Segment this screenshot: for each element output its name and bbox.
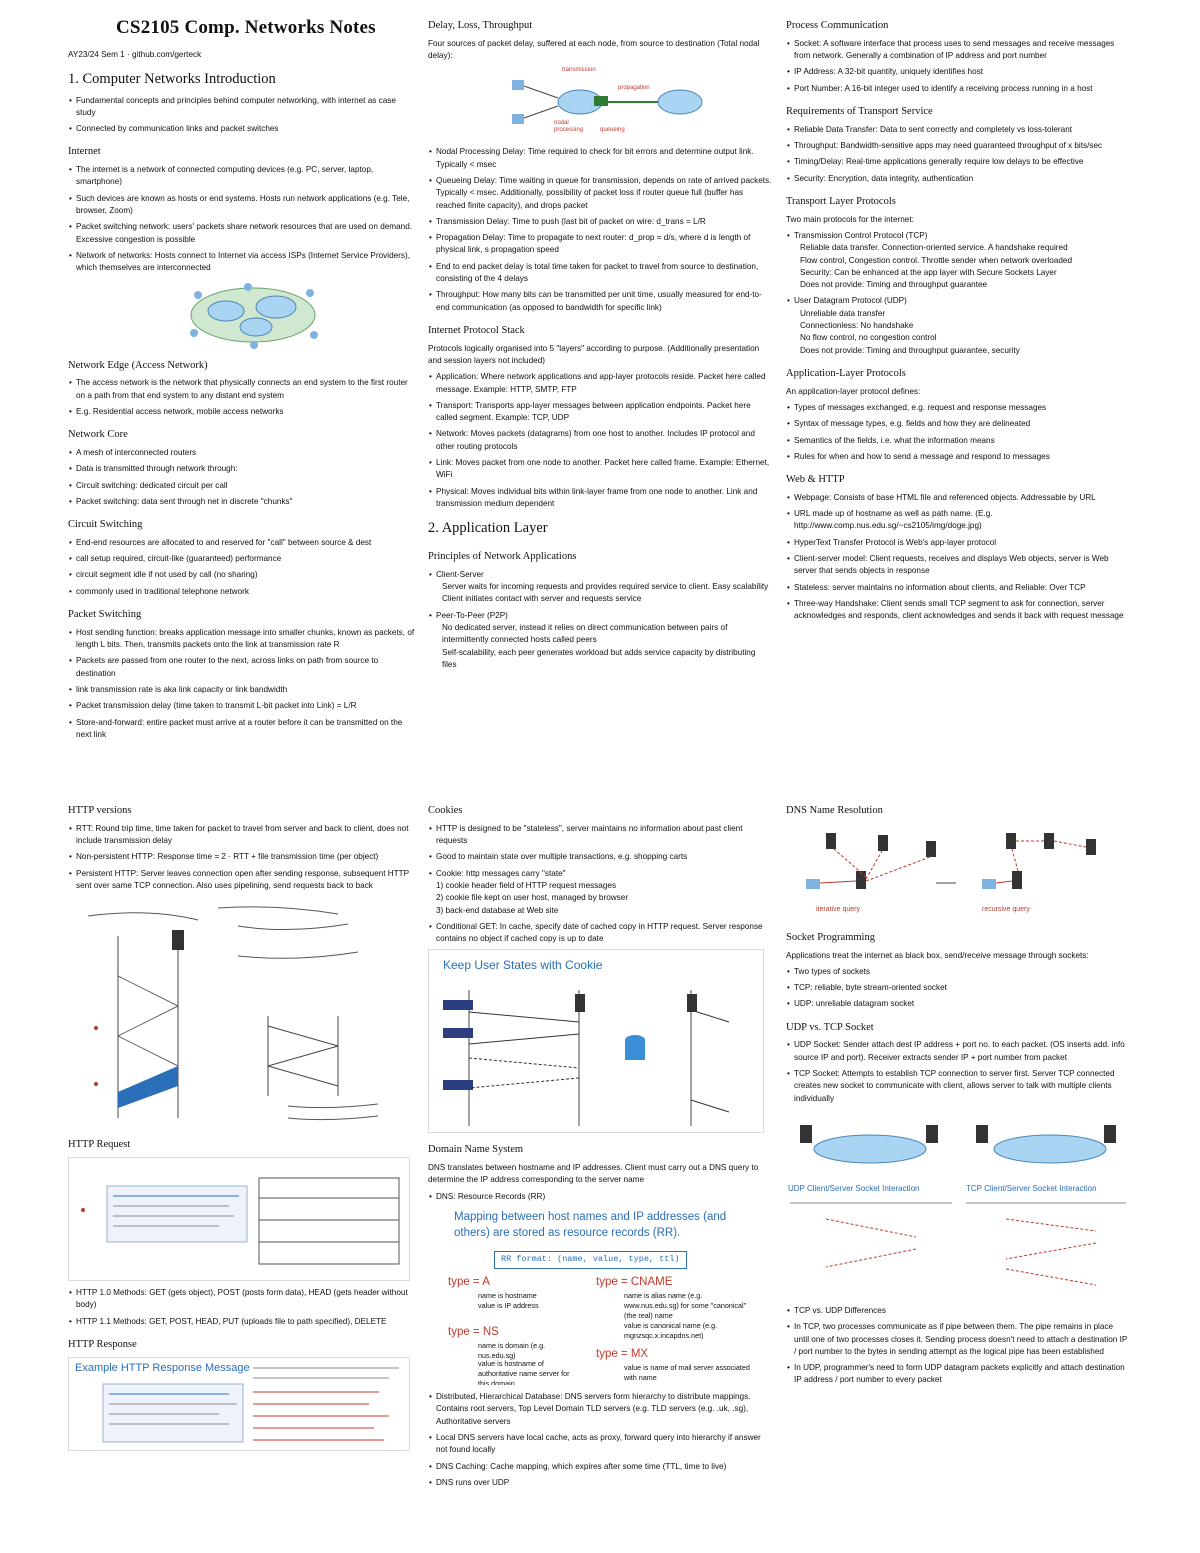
dns-resolution-figure — [786, 823, 1130, 921]
list-item: • HyperText Transfer Protocol is Web's app-layer protocol — [794, 537, 1130, 549]
dns-type-ns-item: name is domain (e.g. nus.edu.sg) — [478, 1341, 546, 1360]
list-item: • Port Number: A 16-bit integer used to identify a receiving process running in a host — [794, 83, 1130, 95]
paragraph: Two main protocols for the internet: — [786, 214, 914, 224]
list-item: • In UDP, programmer's need to form UDP datagram packets explicitly and attach destination IP address / port number to every packet — [794, 1362, 1130, 1387]
subsection-heading: UDP vs. TCP Socket — [786, 1021, 874, 1033]
subsection-heading: Domain Name System — [428, 1144, 524, 1156]
sub-item: Connectionless: No handshake — [800, 321, 914, 330]
list-item: • End-end resources are allocated to and reserved for "call" between source & dest — [76, 537, 416, 549]
column-3 — [786, 18, 1130, 627]
dns-rr-format: RR format: (name, value, type, ttl) — [494, 1251, 687, 1268]
delay-fig-label-propagation: propagation — [618, 85, 650, 92]
bullet-list — [786, 1039, 1130, 1104]
http-request-image — [69, 1158, 409, 1280]
dns-type-mx: type = MX — [596, 1348, 649, 1361]
subsection-heading: Delay, Loss, Throughput — [428, 20, 533, 31]
list-item: • Store-and-forward: entire packet must arrive at a router before it can be transmitted on the next link — [76, 717, 416, 742]
http-response-figure-title: Example HTTP Response Message — [75, 1361, 250, 1374]
subsection-heading: Socket Programming — [786, 931, 875, 943]
bullet-list — [428, 1391, 772, 1489]
list-item: • Nodal Processing Delay: Time required to check for bit errors and determine output link. Typically < msec — [436, 146, 772, 171]
list-item: • IP Address: A 32-bit quantity, uniquely identifies host — [794, 66, 1130, 78]
sub-item: Reliable data transfer. Connection-oriented service. A handshake required — [800, 243, 1068, 253]
bullet-list — [68, 377, 416, 418]
dns-type-cname-item: value is canonical name (e.g. mgnzsqc.x.incapdns.net) — [624, 1321, 718, 1340]
subsection-heading: Network Core — [68, 429, 128, 441]
subsection-heading: HTTP versions — [68, 805, 132, 816]
list-item: • Persistent HTTP: Server leaves connection open after sending response, subsequent HTTP sent over same TCP connection. Also uses pipelining, send requests back to back — [76, 868, 416, 893]
list-item: • Three-way Handshake: Client sends small TCP segment to ask for connection, server acknowledges and responds, client acknowledges and sends it back with request message — [794, 598, 1130, 623]
subsection-heading: HTTP Request — [68, 1139, 131, 1151]
sub-item: Does not provide: Timing and throughput guarantee — [800, 280, 988, 290]
dns-type-cname: type = CNAME — [596, 1276, 673, 1289]
list-item: • Non-persistent HTTP: Response time = 2 · RTT + file transmission time (per object) — [76, 851, 416, 863]
subsection-heading: Application-Layer Protocols — [786, 367, 906, 379]
list-item: • Reliable Data Transfer: Data to sent correctly and completely vs loss-tolerant — [794, 124, 1130, 136]
http-response-figure — [68, 1357, 410, 1451]
list-item: • Distributed, Hierarchical Database: DNS servers form hierarchy to distribute mappings. Contains root servers, Top Level Domain TLD servers (e.g. TLD servers (e.g. .uk, .sg), Authoritative servers — [436, 1391, 772, 1428]
list-item: • Such devices are known as hosts or end systems. Hosts run network applications (e.g. Tele, browser, Zoom) — [76, 193, 416, 218]
subsection-heading: Requirements of Transport Service — [786, 105, 933, 117]
sub-item: Client initiates contact with server and requests service — [442, 594, 642, 604]
dns-type-mx-item: value is name of mail server associated with name — [624, 1363, 750, 1382]
paragraph: Four sources of packet delay, suffered at each node, from source to destination (Total nodal delay): — [428, 38, 760, 61]
sub-item: Server waits for incoming requests and provides required service to client. Easy scalability — [442, 582, 769, 592]
list-item: • Socket: A software interface that process uses to send messages and receive messages from network. Generally a combination of IP address and port number — [794, 38, 1130, 63]
list-item: • Queueing Delay: Time waiting in queue for transmission, depends on rate of arrived packets. Typically < msec. Additionally, possibility of packet loss if router queue full (buffer has reached finite capacity), and drops packet — [436, 175, 772, 212]
subsection-heading: Transport Layer Protocols — [786, 195, 896, 207]
list-item: • DNS Caching: Cache mapping, which expires after some time (TTL, time to live) — [436, 1461, 772, 1473]
list-item: • TCP Socket: Attempts to establish TCP connection to server first. Server TCP connected creates new socket to communicate with client, allows server to talk with multiple clients individually — [794, 1068, 1130, 1105]
list-item: • Packets are passed from one router to the next, across links on path from source to destination — [76, 655, 416, 680]
subsection-heading: DNS Name Resolution — [786, 805, 883, 816]
dns-type-a-item: name is hostname — [478, 1291, 537, 1301]
bullet-list — [786, 230, 1130, 357]
list-item: • E.g. Residential access network, mobile access networks — [76, 406, 416, 418]
list-item: • Host sending function: breaks application message into smaller chunks, known as packets, of length L bits. Then, transmits packets onto the link at transmission rate R — [76, 627, 416, 652]
list-item: • DNS: Resource Records (RR) — [436, 1191, 772, 1203]
list-item — [436, 610, 772, 671]
list-item: • Physical: Moves individual bits within link-layer frame from one node to another. Link and transmission medium dependent — [436, 486, 772, 511]
list-item: • Two types of sockets — [794, 966, 1130, 978]
list-item: • Webpage: Consists of base HTML file and referenced objects. Addressable by URL — [794, 492, 1130, 504]
subsection-heading: Web & HTTP — [786, 474, 845, 486]
page-meta: AY23/24 Sem 1 · github.com/gerteck — [68, 49, 202, 59]
list-item: • Circuit switching: dedicated circuit per call — [76, 480, 416, 492]
list-item: • End to end packet delay is total time taken for packet to travel from source to destination, consisting of the 4 delays — [436, 261, 772, 286]
dns-type-ns: type = NS — [448, 1326, 499, 1339]
list-item: • Fundamental concepts and principles behind computer networking, with internet as case study — [76, 95, 416, 120]
list-item: • Throughput: How many bits can be transmitted per unit time, usually measured for end-to-end communication (as opposed to bandwidth for specific link) — [436, 289, 772, 314]
bullet-list — [68, 164, 416, 274]
tcp-socket-caption: TCP Client/Server Socket Interaction — [966, 1183, 1097, 1193]
list-item — [436, 868, 772, 917]
sub-item: Does not provide: Timing and throughput guarantee, security — [800, 345, 1020, 355]
bullet-list — [786, 966, 1130, 1011]
list-item: • Link: Moves packet from one node to another. Packet here called frame. Example: Ethernet, WiFi — [436, 457, 772, 482]
list-item: • call setup required, circuit-like (guaranteed) performance — [76, 553, 416, 565]
column-3-lower — [786, 794, 1130, 1391]
list-item: • UDP: unreliable datagram socket — [794, 998, 1130, 1010]
subsection-heading: Cookies — [428, 805, 463, 816]
sub-item: Self-scalability, each peer generates workload but adds service capacity by distributing files — [442, 647, 756, 669]
page-title: CS2105 Comp. Networks Notes — [116, 17, 376, 38]
subsection-heading: HTTP Response — [68, 1338, 137, 1350]
subsection-heading: Internet — [68, 146, 101, 158]
bullet-list — [786, 124, 1130, 185]
internet-diagram — [178, 279, 328, 349]
list-item-label: Transmission Control Protocol (TCP) — [794, 230, 928, 240]
list-item: • link transmission rate is aka link capacity or link bandwidth — [76, 684, 416, 696]
list-item — [436, 569, 772, 606]
bullet-list — [68, 95, 416, 136]
bullet-list — [786, 38, 1130, 95]
list-item: • In TCP, two processes communicate as if pipe between them. The pipe remains in place until one of two processes closes it. Sending process doesn't need to attach a destination IP / port number to the bytes in sending attempt as the logical pipe has been established — [794, 1321, 1130, 1358]
nodal-delay-diagram — [502, 66, 722, 140]
column-2 — [428, 18, 772, 675]
sub-item: No dedicated server, instead it relies on direct communication between pairs of intermittently connected hosts called peers — [442, 622, 728, 645]
list-item: • URL made up of hostname as well as path name. (E.g. http://www.comp.nus.edu.sg/~cs2105/img/doge.jpg) — [794, 508, 1130, 533]
list-item — [794, 295, 1130, 356]
socket-figure — [786, 1109, 1130, 1299]
column-1 — [68, 14, 416, 745]
list-item: • TCP: reliable, byte stream-oriented socket — [794, 982, 1130, 994]
bullet-list — [786, 1305, 1130, 1387]
socket-interaction-image — [786, 1109, 1130, 1299]
list-item — [794, 230, 1130, 291]
list-item: • DNS runs over UDP — [436, 1477, 772, 1489]
column-2-lower — [428, 794, 772, 1493]
list-item: • Throughput: Bandwidth-sensitive apps may need guaranteed throughput of x bits/sec — [794, 140, 1130, 152]
column-1-lower — [68, 794, 416, 1457]
list-item: • Timing/Delay: Real-time applications generally require low delays to be effective — [794, 156, 1130, 168]
list-item: • The internet is a network of connected computing devices (e.g. PC, server, laptop, smartphone) — [76, 164, 416, 189]
list-item-label: User Datagram Protocol (UDP) — [794, 296, 907, 306]
delay-fig-label-transmission: transmission — [562, 67, 596, 74]
list-item: • commonly used in traditional telephone network — [76, 586, 416, 598]
sub-item: 1) cookie header field of HTTP request messages — [436, 880, 617, 890]
list-item: • Stateless: server maintains no information about clients, and Reliable: Over TCP — [794, 582, 1130, 594]
delay-fig-label-queueing: queueing — [600, 127, 625, 134]
bullet-list — [428, 569, 772, 671]
list-item: • TCP vs. UDP Differences — [794, 1305, 1130, 1317]
bullet-list — [68, 537, 416, 598]
list-item: • Transport: Transports app-layer messages between application endpoints. Packet here called segment. Example: TCP, UDP — [436, 400, 772, 425]
subsection-heading: Principles of Network Applications — [428, 550, 577, 562]
paragraph: Applications treat the internet as black box, send/receive message through sockets: — [786, 950, 1089, 960]
sub-item: 3) back-end database at Web site — [436, 905, 559, 915]
list-item: • Packet switching: data sent through net in discrete "chunks" — [76, 496, 416, 508]
list-item: • HTTP 1.0 Methods: GET (gets object), POST (posts form data), HEAD (gets header without body) — [76, 1287, 416, 1312]
bullet-list — [428, 146, 772, 314]
list-item: • Good to maintain state over multiple transactions, e.g. shopping carts — [436, 851, 772, 863]
list-item: • Data is transmitted through network through: — [76, 463, 416, 475]
subsection-heading: Process Communication — [786, 20, 889, 31]
dns-type-a: type = A — [448, 1276, 490, 1289]
list-item: • Local DNS servers have local cache, acts as proxy, forward query into hierarchy if answer not found locally — [436, 1432, 772, 1457]
dns-type-cname-item: name is alias name (e.g. www.nus.edu.sg) for some "canonical" (the real) name — [624, 1291, 747, 1320]
dns-iterative-caption: iterative query — [816, 905, 860, 913]
http-timing-image — [68, 896, 398, 1128]
paragraph: DNS translates between hostname and IP addresses. Client must carry out a DNS query to determine the IP address corresponding to the server name — [428, 1163, 759, 1185]
list-item: • Propagation Delay: Time to propagate to next router: d_prop = d/s, where d is length of physical link, s propagation speed — [436, 232, 772, 257]
subsection-heading: Network Edge (Access Network) — [68, 359, 208, 371]
list-item: • Network of networks: Hosts connect to Internet via access ISPs (Internet Service Providers), which themselves are interconnected — [76, 250, 416, 275]
cookie-figure-title: Keep User States with Cookie — [443, 958, 603, 973]
bullet-list — [68, 627, 416, 741]
sub-item: 2) cookie file kept on user host, managed by browser — [436, 893, 629, 903]
dns-recursive-caption: recursive query — [982, 905, 1030, 913]
sub-item: Unreliable data transfer — [800, 308, 886, 318]
subsection-heading: Internet Protocol Stack — [428, 324, 525, 336]
paragraph: Protocols logically organised into 5 "layers" according to purpose. (Additionally presentation and session layers not included) — [428, 343, 760, 365]
paragraph: An application-layer protocol defines: — [786, 386, 921, 396]
bullet-list — [428, 823, 772, 946]
list-item: • Conditional GET: In cache, specify date of cached copy in HTTP request. Server response contains no object if cached copy is up to date — [436, 921, 772, 946]
list-item-label: Client-Server — [436, 569, 484, 579]
cookie-figure — [428, 949, 764, 1133]
list-item: • Types of messages exchanged, e.g. request and response messages — [794, 402, 1130, 414]
sub-item: Flow control, Congestion control. Throttle sender when network overloaded — [800, 255, 1073, 265]
list-item: • RTT: Round trip time, time taken for packet to travel from server and back to client, does not include transmission delay — [76, 823, 416, 848]
list-item: • HTTP is designed to be "stateless", server maintains no information about past client requests — [436, 823, 772, 848]
list-item: • circuit segment idle if not used by call (no sharing) — [76, 569, 416, 581]
bullet-list — [68, 1287, 416, 1328]
http-timing-sketch — [68, 896, 398, 1128]
bullet-list — [428, 1191, 772, 1203]
bullet-list — [68, 447, 416, 508]
list-item: • The access network is the network that physically connects an end system to the first router on a path from that end system to any distant end system — [76, 377, 416, 402]
list-item: • Client-server model: Client requests, receives and displays Web objects, server is Web server that sends objects in response — [794, 553, 1130, 578]
section-heading: 1. Computer Networks Introduction — [68, 70, 276, 87]
list-item: • Application: Where network applications and app-layer protocols reside. Packet here called message. Example: HTTP, SMTP, FTP — [436, 371, 772, 396]
bullet-list — [786, 492, 1130, 623]
subsection-heading: Circuit Switching — [68, 519, 143, 531]
bullet-list — [786, 402, 1130, 463]
bullet-list — [68, 823, 416, 892]
list-item-label: Peer-To-Peer (P2P) — [436, 610, 508, 620]
list-item: • Syntax of message types, e.g. fields and how they are delineated — [794, 418, 1130, 430]
sub-item: Security: Can be enhanced at the app layer with Secure Sockets Layer — [800, 267, 1057, 277]
list-item: • Connected by communication links and packet switches — [76, 123, 416, 135]
cookie-flow-image — [429, 950, 763, 1132]
list-item: • UDP Socket: Sender attach dest IP address + port no. to each packet. (OS inserts add. info source IP and port). Receiver extracts sender IP + port number from packet — [794, 1039, 1130, 1064]
dns-rr-figure — [428, 1207, 762, 1385]
list-item: • Rules for when and how to send a message and respond to messages — [794, 451, 1130, 463]
udp-socket-caption: UDP Client/Server Socket Interaction — [788, 1183, 920, 1193]
list-item: • Packet switching network: users' packets share network resources that are used on demand. Excessive congestion is possible — [76, 221, 416, 246]
list-item: • Network: Moves packets (datagrams) from one host to another. Includes IP protocol and other routing protocols — [436, 428, 772, 453]
dns-type-a-item: value is IP address — [478, 1301, 539, 1311]
list-item: • Semantics of the fields, i.e. what the information means — [794, 435, 1130, 447]
http-request-figure — [68, 1157, 410, 1281]
dns-rr-headline: Mapping between host names and IP addresses (and others) are stored as resource records (RR). — [454, 1211, 727, 1240]
list-item: • Packet transmission delay (time taken to transmit L-bit packet into Link) = L/R — [76, 700, 416, 712]
subsection-heading: Packet Switching — [68, 609, 142, 621]
section-heading: 2. Application Layer — [428, 520, 548, 537]
dns-type-ns-item: value is hostname of authoritative name server for this domain — [478, 1359, 570, 1386]
list-item: • Transmission Delay: Time to push (last bit of packet on wire: d_trans = L/R — [436, 216, 772, 228]
internet-network-image — [178, 279, 328, 349]
bullet-list — [428, 371, 772, 510]
delay-fig-label-processing: nodal processing — [554, 120, 584, 133]
list-item: • Security: Encryption, data integrity, authentication — [794, 173, 1130, 185]
list-item: • HTTP 1.1 Methods: GET, POST, HEAD, PUT (uploads file to path specified), DELETE — [76, 1316, 416, 1328]
list-item: • A mesh of interconnected routers — [76, 447, 416, 459]
list-item-label: Cookie: http messages carry "state" — [436, 868, 566, 878]
sub-item: No flow control, no congestion control — [800, 333, 937, 343]
